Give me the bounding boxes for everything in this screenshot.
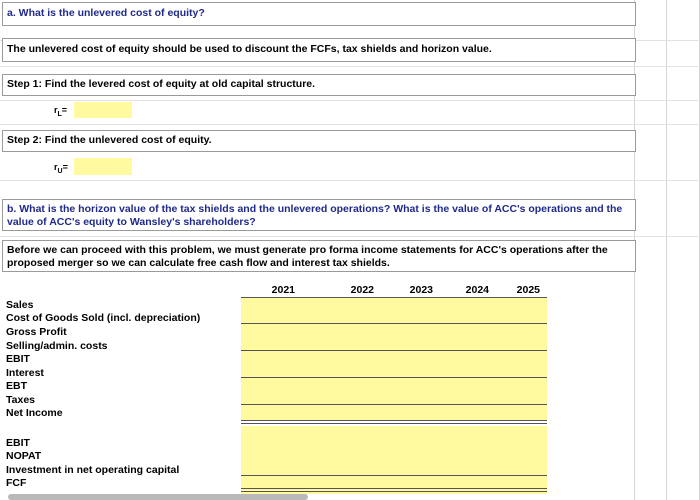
investment-underline (241, 475, 547, 476)
question-b-line1: b. What is the horizon value of the tax shields and the unlevered operations? What is the value of ACC's operations and the (7, 203, 623, 215)
fcf-input-area[interactable] (241, 426, 547, 494)
step2-box (2, 130, 636, 152)
year-2021: 2021 (271, 284, 295, 296)
question-a-text: a. What is the unlevered cost of equity? (7, 7, 205, 19)
note-line1: Before we can proceed with this problem, we must generate pro forma income statements for ACC's operations after the (7, 244, 608, 256)
year-2024: 2024 (465, 284, 489, 296)
question-a-box (2, 2, 636, 26)
rl-input-cell[interactable] (74, 102, 132, 118)
row-ebit: EBIT (6, 353, 30, 365)
fcf-double-underline (241, 491, 547, 492)
rl-label: $r_L=$ (54, 105, 68, 118)
row-ebt: EBT (6, 380, 27, 392)
note-box (2, 240, 636, 272)
taxes-underline (241, 404, 547, 405)
interest-underline (241, 377, 547, 378)
ru-label: $r_U=$ (54, 162, 68, 175)
intro-box (2, 38, 636, 62)
step1-box (2, 74, 636, 96)
income-input-area[interactable] (241, 298, 547, 420)
costs-underline (241, 350, 547, 351)
row-selling-admin: Selling/admin. costs (6, 340, 108, 352)
row-net-income: Net Income (6, 407, 63, 419)
year-2023: 2023 (409, 284, 433, 296)
question-b-box (2, 199, 636, 231)
row-interest: Interest (6, 367, 44, 379)
grid-column-line (666, 0, 667, 500)
horizontal-scrollbar[interactable] (8, 494, 308, 500)
row-cogs: Cost of Goods Sold (incl. depreciation) (6, 312, 201, 324)
intro-text: The unlevered cost of equity should be used to discount the FCFs, tax shields and horizon value. (7, 43, 492, 55)
net-income-underline (241, 420, 547, 421)
year-2022: 2022 (350, 284, 374, 296)
fcf-underline (241, 488, 547, 489)
note-line2: proposed merger so we can calculate free cash flow and interest tax shields. (7, 257, 390, 269)
year-2025: 2025 (516, 284, 540, 296)
ru-input-cell[interactable] (74, 158, 132, 175)
row-sales: Sales (6, 299, 34, 311)
net-income-double-underline (241, 423, 547, 424)
row-nopat: NOPAT (6, 450, 42, 462)
row-investment: Investment in net operating capital (6, 464, 180, 476)
row-fcf: FCF (6, 477, 27, 489)
cogs-underline (241, 323, 547, 324)
row-gross-profit: Gross Profit (6, 326, 67, 338)
row-taxes: Taxes (6, 394, 35, 406)
question-b-line2: value of ACC's equity to Wansley's shareholders? (7, 216, 256, 228)
row-fcf-ebit: EBIT (6, 437, 30, 449)
step2-title: Step 2: Find the unlevered cost of equity. (7, 134, 212, 146)
step1-title: Step 1: Find the levered cost of equity at old capital structure. (7, 78, 316, 90)
